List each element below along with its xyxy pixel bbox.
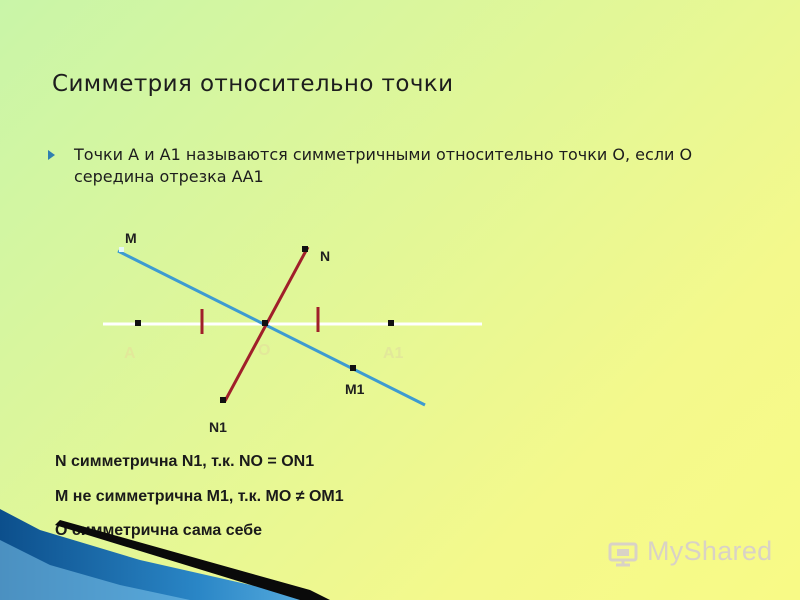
statement-o-self-symmetric: O симметрична сама себе [55, 522, 263, 539]
statement-m-not-symmetric: M не симметрична M1, т.к. MO ≠ OM1 [55, 488, 344, 505]
label-m1: M1 [345, 381, 365, 397]
label-a1: A1 [383, 345, 404, 362]
label-m: M [125, 230, 137, 246]
myshared-brand-text: MyShared [647, 536, 773, 566]
statement-n-symmetric: N симметрична N1, т.к. NO = ON1 [55, 453, 315, 470]
myshared-logo [607, 536, 772, 567]
label-n1: N1 [209, 419, 227, 435]
label-n: N [320, 248, 331, 264]
label-a: A [124, 345, 136, 362]
myshared-logo-icon [607, 537, 641, 567]
label-o: O [258, 342, 271, 359]
slide-title: Симметрия относительно точки [52, 71, 454, 97]
bullet-text: Точки А и А1 называются симметричными относительно точки О, если О середина отрезка АА1 [74, 145, 693, 186]
